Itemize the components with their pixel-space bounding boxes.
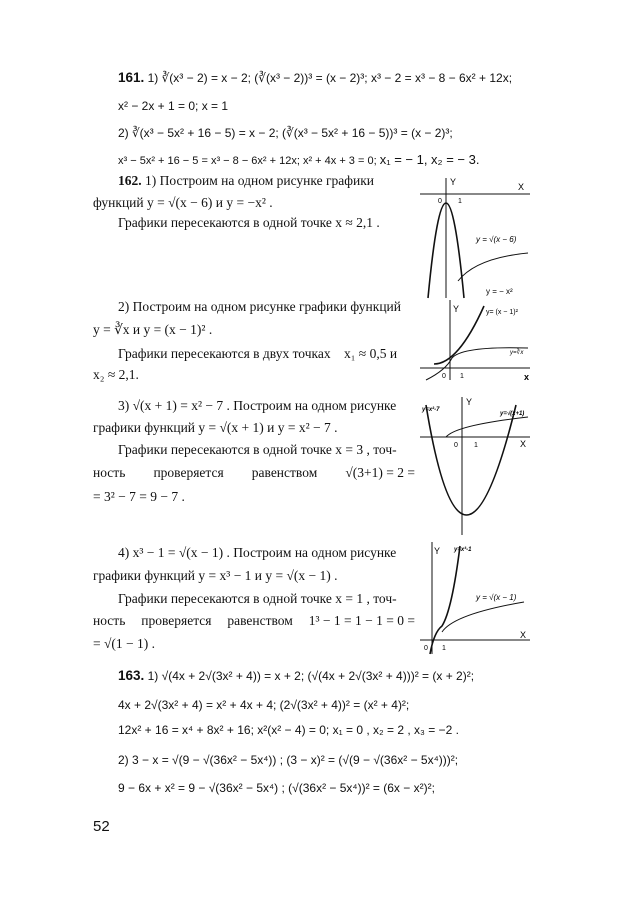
p161-answer: x₁ = − 1, x₂ = − 3. (379, 152, 480, 167)
problem-161-number: 161. (118, 70, 145, 85)
g1-tick-0: 0 (438, 198, 442, 205)
g4-label-cubic: y=x³-1 (454, 547, 472, 553)
g4-curve-sqrt (442, 602, 524, 632)
problem-162-number: 162. (118, 173, 142, 188)
g2-tick-1: 1 (460, 373, 464, 380)
g1-tick-1: 1 (458, 198, 462, 205)
p162-i4-l4b: проверяется (141, 613, 212, 628)
g2-label-cbrt: y=∛x (510, 350, 524, 356)
graph-3 (420, 395, 532, 540)
g3-axis-y-label: Y (466, 397, 473, 407)
g1-label-parabola: y = − x² (486, 287, 513, 296)
p162-i4-l2: графики функций y = x³ − 1 и y = √(x − 1) . (93, 568, 338, 583)
graph-4 (420, 540, 532, 658)
p162-i2-l2: y = ∛x и y = (x − 1)² . (93, 322, 213, 337)
g4-curve-cubic (430, 546, 460, 654)
g2-curve-parabola (434, 306, 484, 364)
g2-tick-0: 0 (442, 373, 446, 380)
p162-i2-l4: x₂ ≈ 2,1. (93, 367, 139, 382)
g1-label-sqrt: y = √(x − 6) (476, 235, 517, 244)
p162-i1-l2: функций y = √(x − 6) и y = −x² . (93, 195, 273, 210)
p162-i3-l2: графики функций y = √(x + 1) и y = x² − 7 . (93, 420, 338, 435)
p162-i4-l4 (93, 613, 415, 629)
p162-i2-l1: 2) Построим на одном рисунке графики функций (118, 299, 401, 314)
p162-i3-l4d: √(3+1) = 2 = (345, 465, 415, 480)
problem-163-number: 163. (118, 668, 145, 683)
g4-label-sqrt: y = √(x − 1) (476, 593, 517, 602)
g3-tick-0: 0 (454, 442, 458, 449)
p163-s1-l1 (118, 668, 474, 683)
g1-axis-x-label: X (518, 182, 525, 192)
p162-i3-l1: 3) √(x + 1) = x² − 7 . Построим на одном рисунке (118, 398, 397, 413)
p163-s2-l2: 9 − 6x + x² = 9 − √(36x² − 5x⁴) ; (√(36x² − 5x⁴))² = (6x − x²)²; (118, 781, 435, 795)
g1-axis-y-label: Y (450, 177, 457, 187)
p162-i4-l5: = √(1 − 1) . (93, 636, 156, 651)
p163-s1-l3: 12x² + 16 = x⁴ + 8x² + 16; x²(x² − 4) = 0; x₁ = 0 , x₂ = 2 , x₃ = −2 . (118, 723, 459, 737)
p162-i1-l1-text: 1) Построим на одном рисунке графики (145, 173, 374, 188)
p162-i3-l5: = 3² − 7 = 9 − 7 . (93, 489, 185, 504)
g3-curve-sqrt (446, 417, 528, 437)
graph-1 (420, 176, 532, 301)
p161-s1-l1: 1) ∛(x³ − 2) = x − 2; (∛(x³ − 2))³ = (x − 2)³; x³ − 2 = x³ − 8 − 6x² + 12x; (147, 71, 513, 85)
g3-label-sqrt: y=√(x+1) (500, 411, 525, 417)
p162-i4-l1: 4) x³ − 1 = √(x − 1) . Построим на одном рисунке (118, 545, 397, 560)
p163-s2-l1: 2) 3 − x = √(9 − √(36x² − 5x⁴)) ; (3 − x)² = (√(9 − √(36x² − 5x⁴)))²; (118, 753, 459, 767)
p162-i4-l4a: ность (93, 613, 126, 628)
g3-axis-x-label: X (520, 439, 527, 449)
g3-curve-parabola (426, 405, 516, 515)
p162-i3-l4c: равенством (251, 465, 318, 480)
g1-curve-sqrt (458, 253, 528, 281)
g2-label-parabola: y= (x − 1)² (486, 309, 518, 316)
g4-tick-1: 1 (442, 645, 446, 652)
p162-i4-l3: Графики пересекаются в одной точке x = 1 , точ- (118, 591, 397, 606)
p162-i1-l3: Графики пересекаются в одной точке x ≈ 2,1 . (118, 215, 380, 230)
p162-i2-l3-text: Графики пересекаются в двух точках (118, 346, 331, 361)
p162-i2-l3 (118, 346, 397, 362)
p162-i4-l4c: равенством (227, 613, 293, 628)
p163-s1-l2: 4x + 2√(3x² + 4) = x² + 4x + 4; (2√(3x² + 4))² = (x² + 4)²; (118, 698, 410, 712)
p162-i3-l4b: проверяется (153, 465, 224, 480)
g4-tick-0: 0 (424, 645, 428, 652)
p161-s2-l2-text: x³ − 5x² + 16 − 5 = x³ − 8 − 6x² + 12x; x² + 4x + 3 = 0; (118, 155, 377, 167)
p162-i3-l3: Графики пересекаются в одной точке x = 3 , точ- (118, 442, 397, 457)
page-number: 52 (93, 818, 110, 835)
p162-i3-l4 (93, 465, 415, 481)
p162-i1-l1 (118, 173, 374, 189)
g3-label-parabola: y=x²-7 (422, 407, 440, 413)
g4-axis-x-label: X (520, 630, 527, 640)
p161-s1-l2: x² − 2x + 1 = 0; x = 1 (118, 99, 229, 113)
p161-s2-l1: 2) ∛(x³ − 5x² + 16 − 5) = x − 2; (∛(x³ − 5x² + 16 − 5))³ = (x − 2)³; (118, 126, 453, 140)
g4-axis-y-label: Y (434, 546, 441, 556)
p163-s1-l1-text: 1) √(4x + 2√(3x² + 4)) = x + 2; (√(4x + 2√(3x² + 4)))² = (x + 2)²; (147, 669, 475, 683)
p161-s2-l2 (118, 152, 479, 167)
p162-i4-l4d: 1³ − 1 = 1 − 1 = 0 = (308, 613, 415, 628)
g2-axis-x-label: x (524, 372, 530, 382)
g2-axis-y-label: Y (453, 304, 460, 314)
p161-line1 (118, 70, 512, 85)
p162-i2-l3-value: x₁ ≈ 0,5 и (343, 346, 398, 361)
g3-tick-1: 1 (474, 442, 478, 449)
p162-i3-l4a: ность (93, 465, 126, 480)
graph-2 (420, 298, 532, 386)
